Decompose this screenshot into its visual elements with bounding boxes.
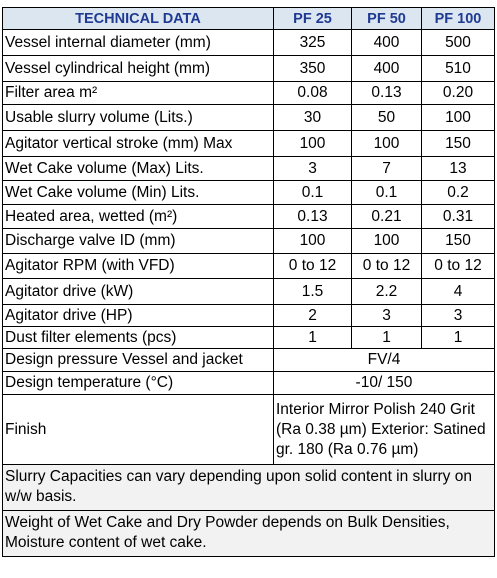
cell-pf100: 13 bbox=[422, 157, 495, 181]
model-header-pf100: PF 100 bbox=[422, 8, 495, 30]
row-label: Agitator vertical stroke (mm) Max bbox=[3, 131, 274, 157]
cell-pf100: 510 bbox=[422, 56, 495, 82]
table-row bbox=[3, 327, 495, 349]
merged-row bbox=[3, 395, 495, 465]
design-pressure-value: FV/4 bbox=[274, 349, 495, 372]
row-label: Wet Cake volume (Min) Lits. bbox=[3, 181, 274, 205]
table-title: TECHNICAL DATA bbox=[3, 8, 274, 30]
table-row bbox=[3, 105, 495, 131]
design-temperature-value: -10/ 150 bbox=[274, 372, 495, 395]
table-row bbox=[3, 30, 495, 56]
cell-pf50: 400 bbox=[352, 30, 422, 56]
cell-pf25: 0.1 bbox=[274, 181, 352, 205]
finish-value: Interior Mirror Polish 240 Grit (Ra 0.38 µm) Exterior: Satined gr. 180 (Ra 0.76 µm) bbox=[274, 395, 495, 465]
note-row bbox=[3, 465, 495, 511]
cell-pf100: 150 bbox=[422, 131, 495, 157]
cell-pf50: 0.21 bbox=[352, 205, 422, 229]
row-label: Finish bbox=[3, 395, 274, 465]
cell-pf25: 100 bbox=[274, 131, 352, 157]
row-label: Filter area m² bbox=[3, 82, 274, 105]
model-header-pf25: PF 25 bbox=[274, 8, 352, 30]
table-row bbox=[3, 131, 495, 157]
row-label: Design pressure Vessel and jacket bbox=[3, 349, 274, 372]
cell-pf50: 0.1 bbox=[352, 181, 422, 205]
cell-pf50: 100 bbox=[352, 229, 422, 254]
cell-pf25: 3 bbox=[274, 157, 352, 181]
row-label: Dust filter elements (pcs) bbox=[3, 327, 274, 349]
cell-pf100: 3 bbox=[422, 305, 495, 327]
table-row bbox=[3, 254, 495, 279]
cell-pf50: 50 bbox=[352, 105, 422, 131]
slurry-capacity-note: Slurry Capacities can vary depending upon solid content in slurry on w/w basis. bbox=[3, 465, 495, 511]
cell-pf100: 4 bbox=[422, 279, 495, 305]
cell-pf50: 2.2 bbox=[352, 279, 422, 305]
note-row bbox=[3, 511, 495, 557]
cell-pf25: 0 to 12 bbox=[274, 254, 352, 279]
cell-pf25: 2 bbox=[274, 305, 352, 327]
row-label: Usable slurry volume (Lits.) bbox=[3, 105, 274, 131]
cell-pf50: 1 bbox=[352, 327, 422, 349]
row-label: Agitator RPM (with VFD) bbox=[3, 254, 274, 279]
cell-pf100: 0.2 bbox=[422, 181, 495, 205]
row-label: Agitator drive (kW) bbox=[3, 279, 274, 305]
table-row bbox=[3, 157, 495, 181]
row-label: Design temperature (°C) bbox=[3, 372, 274, 395]
cell-pf50: 100 bbox=[352, 131, 422, 157]
wet-cake-weight-note: Weight of Wet Cake and Dry Powder depends on Bulk Densities, Moisture content of wet cake. bbox=[3, 511, 495, 557]
cell-pf100: 100 bbox=[422, 105, 495, 131]
technical-data-table bbox=[2, 7, 495, 557]
row-label: Vessel internal diameter (mm) bbox=[3, 30, 274, 56]
table-row bbox=[3, 181, 495, 205]
cell-pf100: 0.20 bbox=[422, 82, 495, 105]
row-label: Vessel cylindrical height (mm) bbox=[3, 56, 274, 82]
cell-pf25: 350 bbox=[274, 56, 352, 82]
cell-pf50: 3 bbox=[352, 305, 422, 327]
cell-pf50: 400 bbox=[352, 56, 422, 82]
cell-pf25: 1 bbox=[274, 327, 352, 349]
model-header-pf50: PF 50 bbox=[352, 8, 422, 30]
cell-pf100: 0 to 12 bbox=[422, 254, 495, 279]
cell-pf25: 0.13 bbox=[274, 205, 352, 229]
cell-pf25: 0.08 bbox=[274, 82, 352, 105]
row-label: Agitator drive (HP) bbox=[3, 305, 274, 327]
row-label: Wet Cake volume (Max) Lits. bbox=[3, 157, 274, 181]
table-row bbox=[3, 205, 495, 229]
row-label: Discharge valve ID (mm) bbox=[3, 229, 274, 254]
header-row bbox=[3, 8, 495, 30]
table-row bbox=[3, 56, 495, 82]
table-row bbox=[3, 82, 495, 105]
cell-pf100: 0.31 bbox=[422, 205, 495, 229]
table-row bbox=[3, 305, 495, 327]
merged-row bbox=[3, 372, 495, 395]
row-label: Heated area, wetted (m²) bbox=[3, 205, 274, 229]
cell-pf50: 0 to 12 bbox=[352, 254, 422, 279]
cell-pf25: 100 bbox=[274, 229, 352, 254]
cell-pf25: 325 bbox=[274, 30, 352, 56]
cell-pf25: 1.5 bbox=[274, 279, 352, 305]
cell-pf100: 150 bbox=[422, 229, 495, 254]
table-row bbox=[3, 229, 495, 254]
cell-pf100: 500 bbox=[422, 30, 495, 56]
cell-pf50: 0.13 bbox=[352, 82, 422, 105]
merged-row bbox=[3, 349, 495, 372]
cell-pf25: 30 bbox=[274, 105, 352, 131]
table-row bbox=[3, 279, 495, 305]
cell-pf50: 7 bbox=[352, 157, 422, 181]
cell-pf100: 1 bbox=[422, 327, 495, 349]
